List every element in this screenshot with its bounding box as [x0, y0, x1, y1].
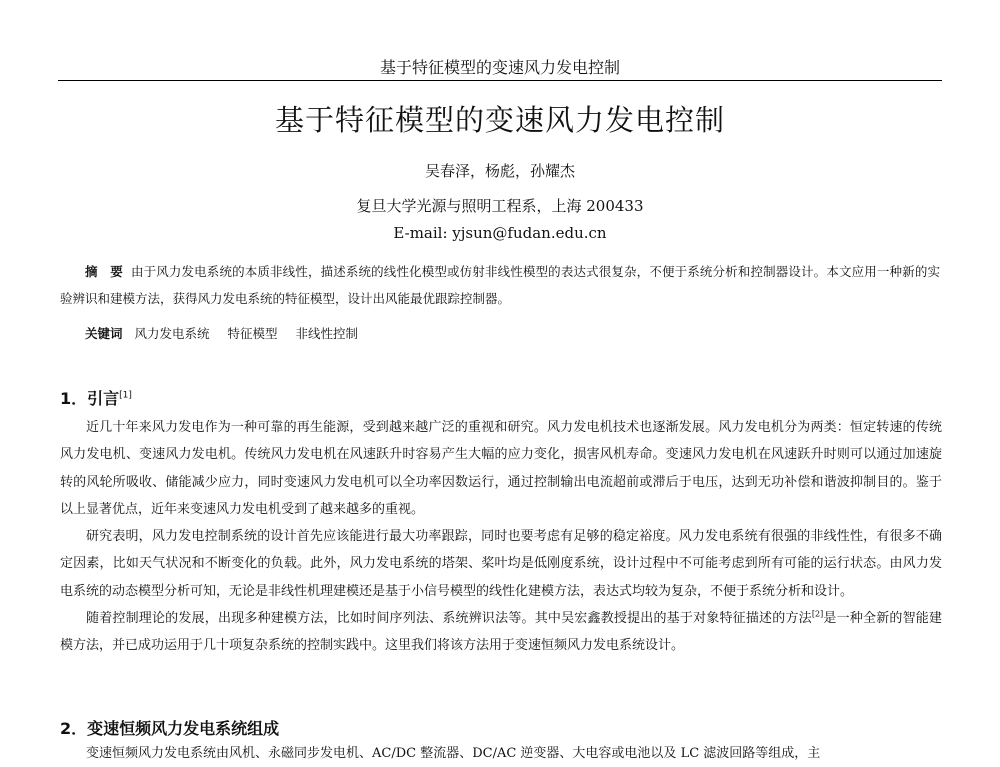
paragraph: [60, 605, 942, 660]
email: E-mail: yjsun@fudan.edu.cn: [393, 224, 607, 242]
abstract-text: 由于风力发电系统的本质非线性，描述系统的线性化模型或仿射非线性模型的表达式很复杂，不便于系统分析和控制器设计。本文应用一种新的实验辨识和建模方法，获得风力发电系统的特征模型，设计出风能最优跟踪控制器。: [60, 264, 940, 306]
section-2-body: 变速恒频风力发电系统由风机、永磁同步发电机、AC/DC 整流器、DC/AC 逆变器、大电容或电池以及 LC 滤波回路等组成，主: [86, 746, 821, 761]
section-2-heading: 2．变速恒频风力发电系统组成: [60, 719, 280, 738]
running-head: 基于特征模型的变速风力发电控制: [379, 58, 620, 77]
abstract: [60, 258, 940, 312]
header-rule: [58, 80, 942, 81]
affiliation: 复旦大学光源与照明工程系，上海 200433: [356, 197, 644, 215]
section-1-body: [60, 414, 942, 660]
section-1-heading: [60, 386, 132, 409]
keyword-item: 特征模型: [227, 326, 278, 341]
keywords-label: 关键词: [85, 326, 123, 341]
paper-title: 基于特征模型的变速风力发电控制: [274, 103, 725, 137]
keywords: [85, 324, 372, 342]
paragraph-text: 是一种全新的智能建模方法，并已成功运用于几十项复杂系统的控制实践中。这里我们将该方法用于变速恒频风力发电系统设计。: [60, 611, 942, 654]
section-1-title: 1．引言: [60, 389, 120, 408]
citation-ref: [1]: [119, 390, 132, 401]
paragraph: 研究表明，风力发电控制系统的设计首先应该能进行最大功率跟踪，同时也要考虑有足够的稳定裕度。风力发电系统有很强的非线性性，有很多不确定因素，比如天气状况和不断变化的负载。此外，风力发电系统的塔架、桨叶均是低刚度系统，设计过程中不可能考虑到所有可能的运行状态。由风力发电系统的动态模型分析可知，无论是非线性机理建模还是基于小信号模型的线性化建模方法，表达式均较为复杂，不便于系统分析和设计。: [60, 529, 942, 599]
keyword-item: 非线性控制: [295, 326, 359, 341]
authors: 吴春泽，杨彪，孙耀杰: [424, 162, 575, 180]
paragraph: 近几十年来风力发电作为一种可靠的再生能源，受到越来越广泛的重视和研究。风力发电机技术也逐渐发展。风力发电机分为两类：恒定转速的传统风力发电机、变速风力发电机。传统风力发电机在风速跃升时容易产生大幅的应力变化，损害风机寿命。变速风力发电机在风速跃升时则可以通过加速旋转的风轮所吸收、储能减少应力，同时变速风力发电机可以全功率因数运行，通过控制输出电流超前或滞后于电压，达到无功补偿和谐波抑制目的。鉴于以上显著优点，近年来变速风力发电机受到了越来越多的重视。: [60, 420, 942, 517]
abstract-label: 摘 要: [85, 264, 123, 279]
keyword-item: 风力发电系统: [134, 326, 210, 341]
citation-ref: [2]: [811, 609, 824, 619]
paragraph-text: 随着控制理论的发展，出现多种建模方法，比如时间序列法、系统辨识法等。其中吴宏鑫教授提出的基于对象特征描述的方法: [86, 611, 812, 627]
